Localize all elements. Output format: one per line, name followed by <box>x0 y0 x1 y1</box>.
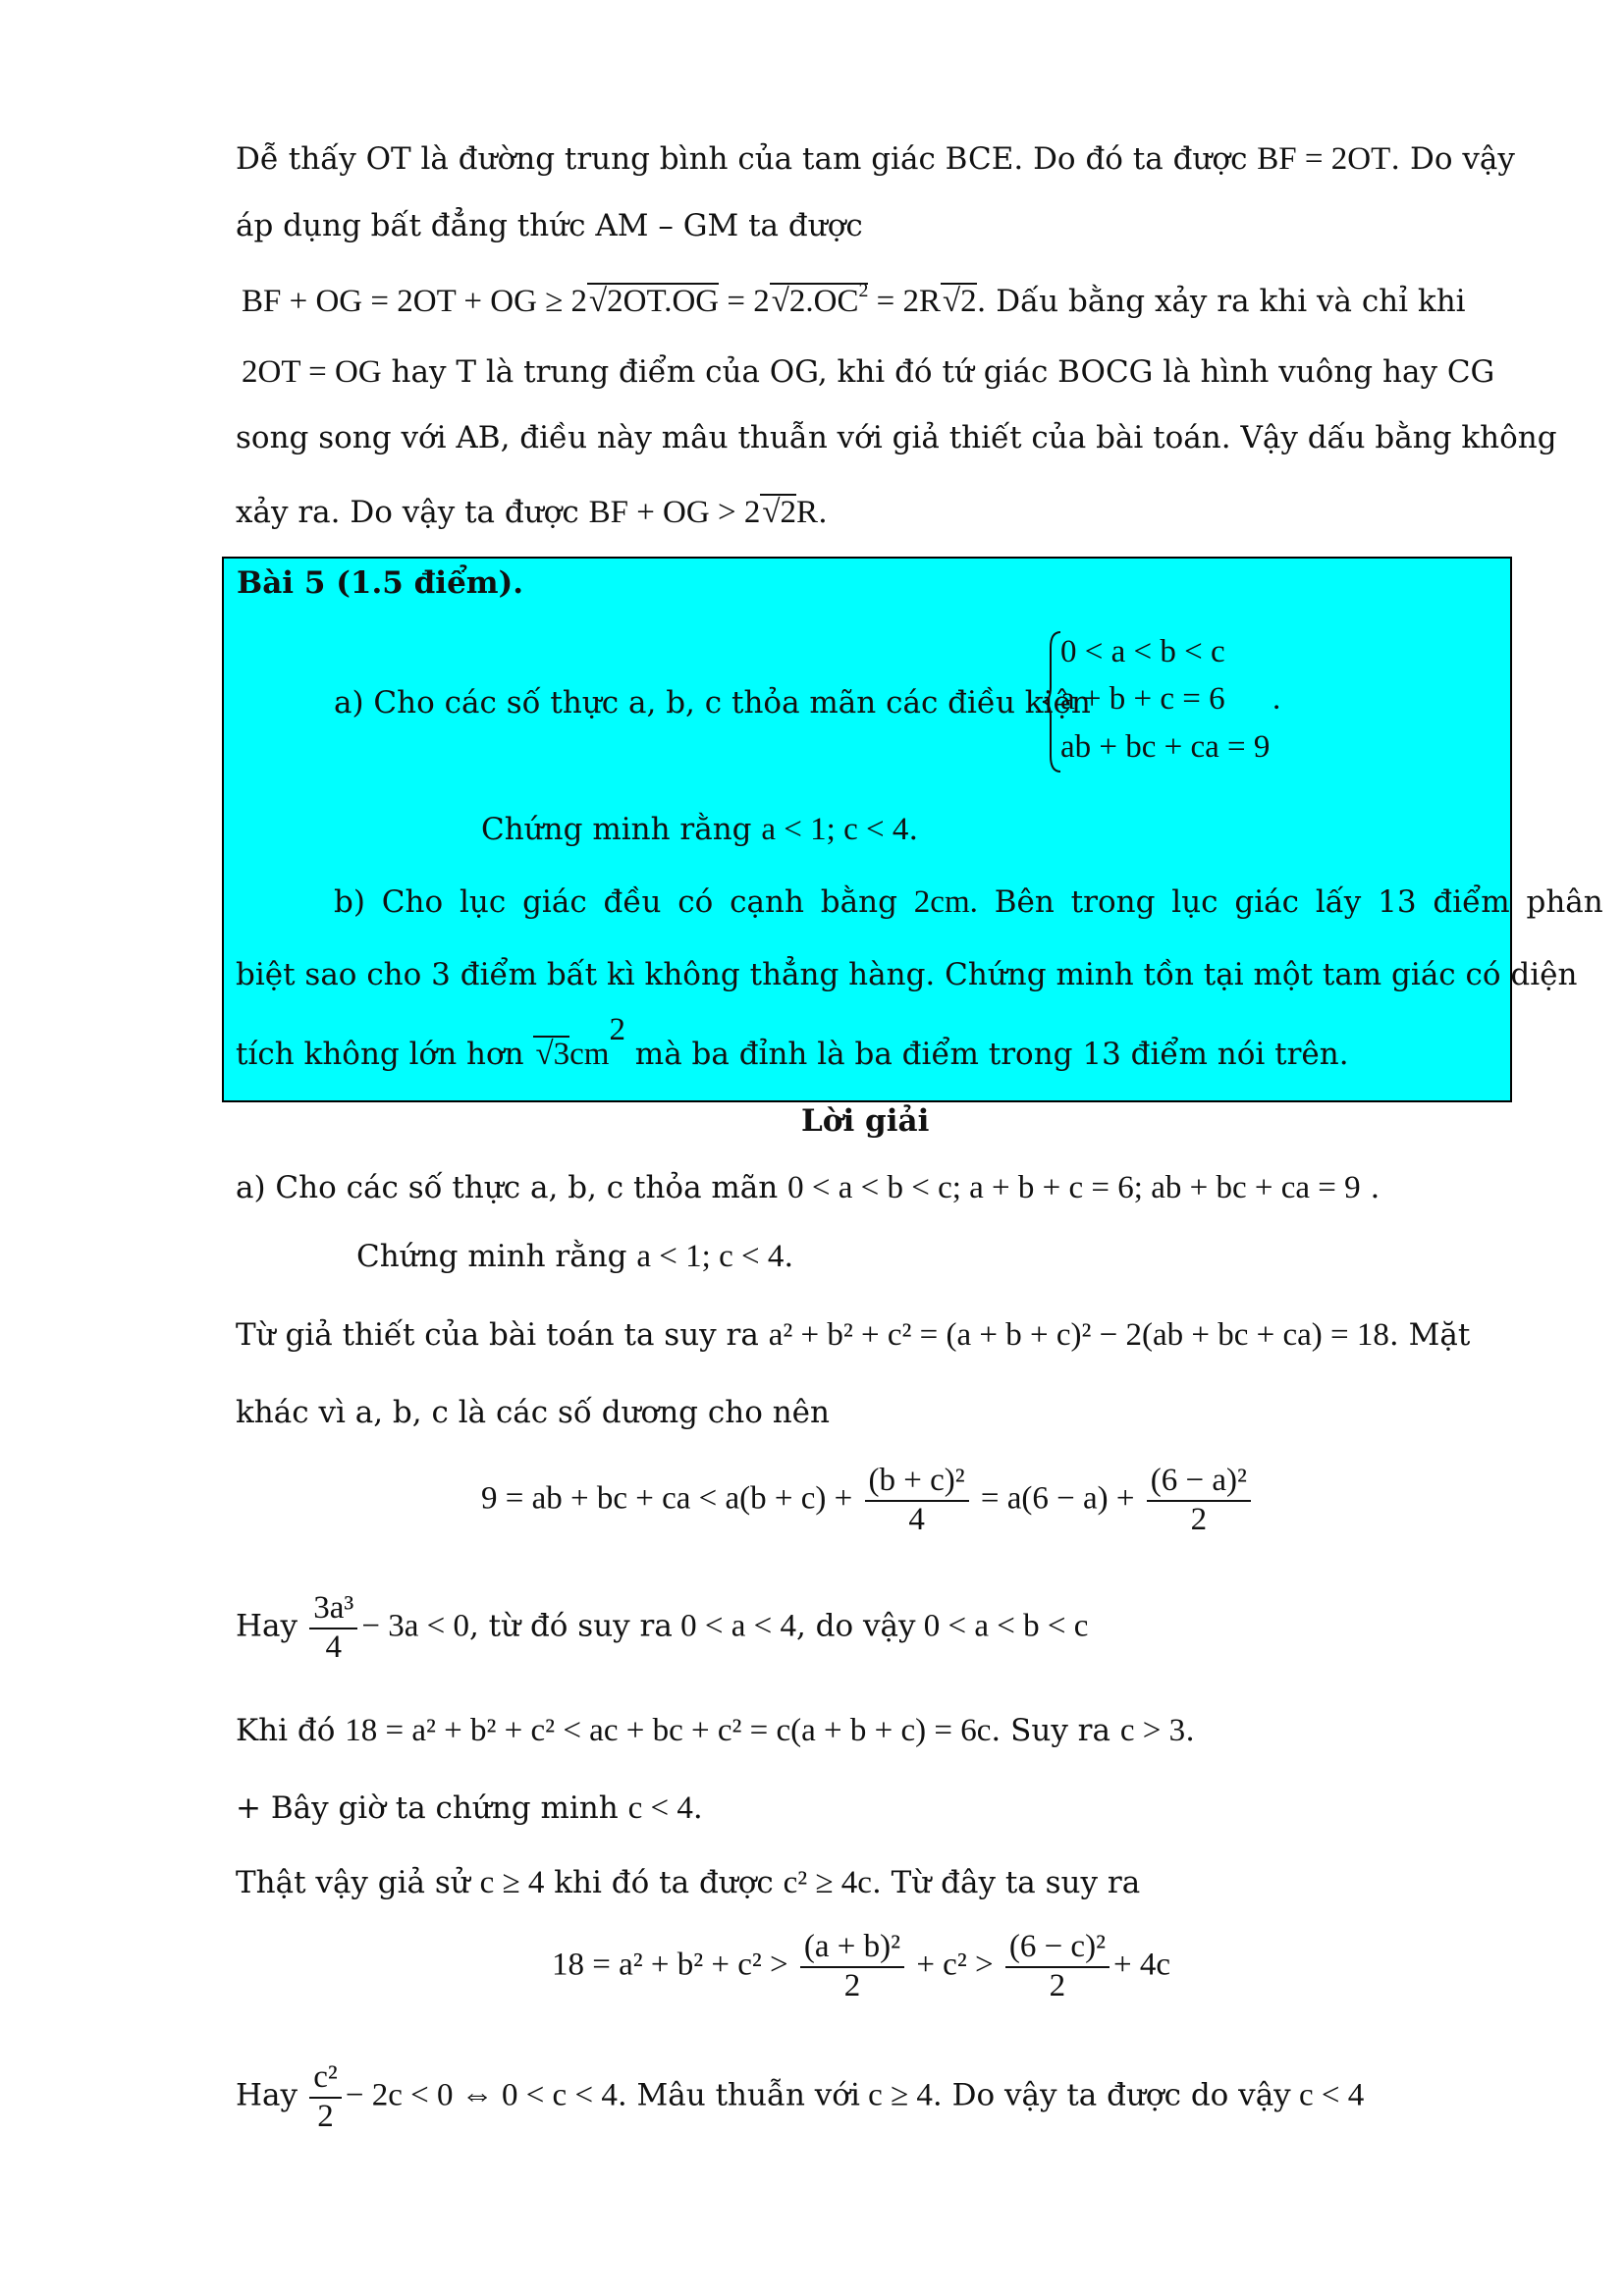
para1-line6 <box>236 493 828 533</box>
radicand: 2 <box>780 495 796 530</box>
fraction <box>309 1590 357 1667</box>
sol-prove <box>356 1237 793 1277</box>
problem-b-line2: biệt sao cho 3 điểm bất kì không thẳng hàng. Chứng minh tồn tại một tam giác có diện <box>236 957 1578 992</box>
math: − 3a < 0 <box>361 1608 469 1644</box>
sol-khi-do <box>236 1711 1195 1751</box>
math: = 2 <box>727 284 770 319</box>
text: . <box>692 1790 703 1826</box>
problem-title: Bài 5 (1.5 điểm). <box>237 565 524 601</box>
denominator: 2 <box>1005 1966 1110 2005</box>
text: tích không lớn hơn <box>236 1036 524 1072</box>
para1-line5: song song với AB, điều này mâu thuẫn với giả thiết của bài toán. Vậy dấu bằng không <box>236 420 1557 455</box>
math: 0 < a < b < c; a + b + c = 6; ab + bc + ca = 9 <box>787 1170 1361 1205</box>
text: . <box>1185 1713 1195 1748</box>
text: Hay <box>236 2077 298 2113</box>
sol-line-1 <box>236 1315 1470 1356</box>
para1-line1 <box>236 139 1515 180</box>
text: . Do vậy <box>1390 141 1515 177</box>
math: BF + OG > 2 <box>588 495 761 530</box>
text: . Dấu bằng xảy ra khi và chỉ khi <box>976 284 1466 319</box>
equation-1 <box>481 1463 1255 1539</box>
denominator: 2 <box>1147 1500 1251 1539</box>
problem-b-line3: tích không lớn hơn $√3cm^2$ mà ba đỉnh là ba điểm trong 13 điểm nói trên. <box>236 1012 1349 1072</box>
fraction <box>1147 1463 1251 1539</box>
radicand: 2OT.OG <box>607 284 720 319</box>
problem-b-line1 <box>334 882 1603 923</box>
denominator: 4 <box>865 1500 969 1539</box>
math: 0 < a < b < c <box>923 1608 1089 1644</box>
math: + c² > <box>916 1947 994 1983</box>
text: . Do vậy ta được do vậy <box>932 2077 1291 2113</box>
problem-prove <box>481 810 918 850</box>
radicand: 2 <box>960 284 977 319</box>
text: Hay <box>236 1608 298 1644</box>
math: BF = 2OT <box>1257 141 1391 177</box>
radical: $√2.OC^2$ <box>771 280 869 319</box>
text: . Mặt <box>1388 1317 1471 1353</box>
sol-plus <box>236 1789 703 1829</box>
fraction <box>1005 1929 1110 2005</box>
radical: √2OT.OG <box>589 284 720 319</box>
text: Chứng minh rằng <box>356 1239 627 1274</box>
denominator: 4 <box>309 1628 357 1667</box>
numerator: (b + c)² <box>868 1463 965 1498</box>
math: = a(6 − a) + <box>980 1480 1135 1517</box>
sol-a-line <box>236 1168 1380 1208</box>
text: Chứng minh rằng <box>481 812 752 847</box>
math: a² + b² + c² = (a + b + c)² − 2(ab + bc + ca) = 18 <box>768 1317 1389 1353</box>
sol-line-2: khác vì a, b, c là các số dương cho nên <box>236 1395 830 1430</box>
fraction <box>800 1929 904 2005</box>
math: 18 = a² + b² + c² < ac + bc + c² = c(a + b + c) = 6c <box>345 1713 992 1748</box>
text: hay T là trung điểm của OG, khi đó tứ giác BOCG là hình vuông hay CG <box>391 354 1495 390</box>
text: xảy ra. Do vậy ta được <box>236 495 579 530</box>
math: a < 1; c < 4 <box>636 1239 785 1274</box>
numerator: (6 − c)² <box>1008 1929 1106 1964</box>
solution-heading: Lời giải <box>801 1103 930 1139</box>
text: . Từ đây ta suy ra <box>871 1865 1141 1900</box>
text: Thật vậy giả sử <box>236 1865 470 1900</box>
math: 18 = a² + b² + c² > <box>552 1947 788 1983</box>
text: b) Cho lục giác đều có cạnh bằng <box>334 884 897 920</box>
problem-a-text: a) Cho các số thực a, b, c thỏa mãn các điều kiện <box>334 685 1091 721</box>
system-line-3: ab + bc + ca = 9 <box>1060 729 1271 765</box>
text: . <box>908 812 919 847</box>
denominator: 2 <box>309 2097 342 2136</box>
denominator: 2 <box>800 1966 904 2005</box>
math: c > 3 <box>1119 1713 1186 1748</box>
equation-2 <box>552 1929 1170 2005</box>
radicand: 3 <box>553 1036 570 1072</box>
system-line-2: a + b + c = 6 <box>1060 681 1225 717</box>
para1-line2: áp dụng bất đẳng thức AM – GM ta được <box>236 208 863 243</box>
radicand: 2.OC <box>788 284 859 319</box>
math: c² ≥ 4c <box>783 1865 872 1900</box>
math: 0 < a < 4 <box>680 1608 796 1644</box>
hay-line-2 <box>236 2059 1364 2136</box>
text: . <box>1370 1170 1380 1205</box>
math: 2OT = OG <box>242 354 382 390</box>
hay-line-1 <box>236 1590 1088 1667</box>
math: a < 1; c < 4 <box>761 812 909 847</box>
fraction <box>865 1463 969 1539</box>
numerator: (6 − a)² <box>1150 1463 1247 1498</box>
text: . <box>784 1239 794 1274</box>
math: c < 4 <box>627 1790 693 1826</box>
text: mà ba đỉnh là ba điểm trong 13 điểm nói trên. <box>634 1036 1349 1072</box>
radical: √2 <box>762 495 796 530</box>
text: Từ giả thiết của bài toán ta suy ra <box>236 1317 759 1353</box>
text: . <box>817 495 828 530</box>
math: c ≥ 4 <box>479 1865 545 1900</box>
math: cm <box>569 1036 610 1072</box>
text: . Suy ra <box>991 1713 1110 1748</box>
text: khi đó ta được <box>554 1865 774 1900</box>
math: BF + OG = 2OT + OG ≥ 2 <box>242 284 588 319</box>
text: Bên trong lục giác lấy 13 điểm phân <box>994 884 1603 920</box>
sol-that-vay <box>236 1863 1140 1903</box>
math: c < 4 <box>1298 2077 1365 2113</box>
numerator: 3a³ <box>313 1590 354 1626</box>
radical: √2 <box>942 284 977 319</box>
text: a) Cho các số thực a, b, c thỏa mãn <box>236 1170 779 1205</box>
fraction <box>309 2059 342 2136</box>
math: 9 = ab + bc + ca < a(b + c) + <box>481 1480 853 1517</box>
math: = 2R <box>876 284 941 319</box>
math: R <box>795 495 818 530</box>
system-end: . <box>1272 681 1281 717</box>
para1-line4 <box>242 352 1494 393</box>
text: , từ đó suy ra <box>468 1608 673 1644</box>
text: Dễ thấy OT là đường trung bình của tam giác BCE. Do đó ta được <box>236 141 1248 177</box>
math: 2cm. <box>913 884 978 920</box>
para1-line3 <box>242 280 1466 320</box>
system-line-1: 0 < a < b < c <box>1060 634 1225 669</box>
text: , do vậy <box>795 1608 916 1644</box>
text: . Mâu thuẫn với <box>617 2077 860 2113</box>
numerator: c² <box>313 2059 338 2095</box>
math: − 2c < 0 ⇔ 0 < c < 4 <box>345 2077 618 2113</box>
math: + 4c <box>1112 1947 1170 1983</box>
numerator: (a + b)² <box>803 1929 901 1964</box>
radical: √3 <box>535 1036 570 1072</box>
text: Khi đó <box>236 1713 336 1748</box>
math: c ≥ 4 <box>868 2077 933 2113</box>
text: + Bây giờ ta chứng minh <box>236 1790 619 1826</box>
